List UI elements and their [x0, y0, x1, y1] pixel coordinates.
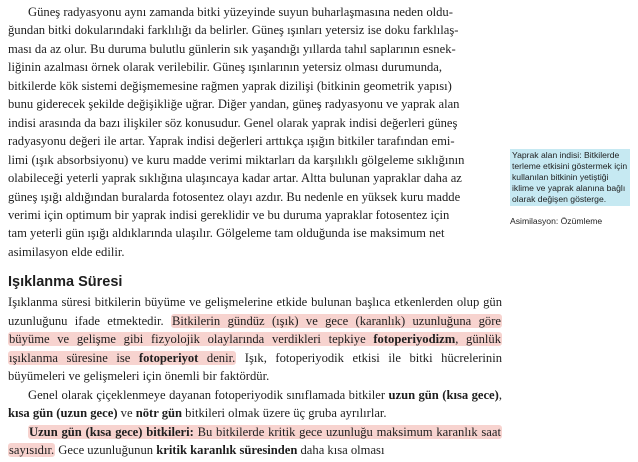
text-line: liğinin azalması örnek olarak verilebilir. Güneş ışınlarının yetersiz olması durumunda, [8, 60, 443, 75]
text-line: olabileceği yeterli yaprak sıklığına ulaşıncaya kadar artar. Altta bulunan yapraklar daha az [8, 171, 462, 186]
glossary-note-leaf-area-index: Yaprak alan indisi: Bitkilerde terleme etkisini göstermek için kullanılan bitkinin yetiştiği iklime ve yaprak alanına bağlı olarak değişen gösterge. [510, 149, 630, 206]
text-line: indisi arasında da bazı ilişkiler söz konusudur. Genel olarak yaprak indisi değerleri güneş [8, 115, 458, 130]
intro-text: Işıklanma süresi bitkilerin büyüme ve gelişmelerine etkide bulunan başlıca etkenlerden olup gün uzunluğunu ifade etmektedir. [8, 295, 502, 328]
term-short-day: kısa gün (uzun gece) [8, 406, 118, 421]
paragraph-solar-radiation [8, 3, 502, 261]
highlighted-definition: Bitkilerin gündüz (ışık) ve gece (karanlık) uzunluğuna göre büyüme ve gelişme gibi fizyolojik olaylarında verdikleri tepkiye fotoperiyodizm, günlük ışıklanma süresine ise fotoperiyot denir. [9, 313, 502, 365]
paragraph-long-day-plants: Uzun gün (kısa gece) bitkileri: Bu bitkilerde kritik gece uzunluğu maksimum karanlık saat sayısıdır. Gece uzunluğunun kritik karanlık süresinden daha kısa olması [9, 424, 501, 457]
rest-text: Işık, fotoperiyodik etkisi ile bitki hücrelerinin büyümeleri ve gelişmeleri için önemli bir faktördür. [8, 350, 502, 384]
term-critical-dark: kritik karanlık süresinden [156, 442, 298, 457]
paragraph-photoperiod-definition [8, 293, 502, 385]
text-line: ğundan bitki dokularındaki farklılığı da belirler. Güneş ışınları yetersiz ise doku farklılaş- [8, 23, 459, 38]
section-heading: Işıklanma Süresi [8, 274, 123, 291]
text-line: limi (ışık absorbsiyonu) ve kuru madde verimi miktarları da karşılıklı gölgeleme sıklığının [8, 152, 465, 167]
text-line: ması da az olur. Bu duruma bulutlu günlerin sık yaşandığı yıllarda tahıl saplarının esnek- [8, 41, 456, 56]
term-fotoperiyodizm: fotoperiyodizm [373, 332, 456, 347]
text-line: bunu giderecek şekilde değişikliğe uğrar. Diğer yandan, güneş radyasyonu ve yaprak alan [8, 97, 460, 112]
glossary-note-assimilation: Asimilasyon: Özümleme [510, 216, 603, 226]
text-line: güneş ışığı aldığından buralarda fotosentez olayı azdır. Bu nedenle en yüksek kuru madde [8, 189, 461, 204]
text-line: bitkilerde kök sistemi değişmemesine rağmen yaprak dizilişi (bitkinin geometrik yapısı) [8, 78, 452, 93]
text-line: asimilasyon elde edilir. [8, 244, 125, 259]
paragraph-classification: Genel olarak çiçeklenmeye dayanan fotoperiyodik sınıflamada bitkiler uzun gün (kısa gece), kısa gün (uzun gece) ve nötr gün bitkileri olmak üzere üç gruba ayrılırlar. [8, 387, 502, 421]
text-line: radyasyonu değeri ile artar. Yaprak indisi değerleri arttıkça ışığın bitkiler tarafından emi- [8, 134, 455, 149]
text-line: verimi için optimum bir yaprak indisi gereklidir ve bu duruma yapraklar fotosentez için [8, 207, 450, 222]
term-neutral-day: nötr gün [135, 406, 183, 421]
text-line: Güneş radyasyonu aynı zamanda bitki yüzeyinde suyun buharlaşmasına neden oldu- [28, 5, 453, 19]
term-fotoperiyot: fotoperiyot [138, 350, 199, 365]
margin-notes [510, 149, 630, 227]
term-long-day: uzun gün (kısa gece) [388, 387, 499, 402]
main-text-column [8, 3, 502, 459]
highlighted-long-day: Uzun gün (kısa gece) bitkileri: Bu bitkilerde kritik gece uzunluğu maksimum karanlık saat sayısıdır. [9, 424, 501, 457]
text-line: tam yeterli gün ışığı aldıklarında ulaşılır. Gölgeleme tam olduğunda ise maksimum net [8, 226, 445, 241]
term-long-day-plants: Uzun gün (kısa gece) bitkileri: [29, 424, 194, 439]
